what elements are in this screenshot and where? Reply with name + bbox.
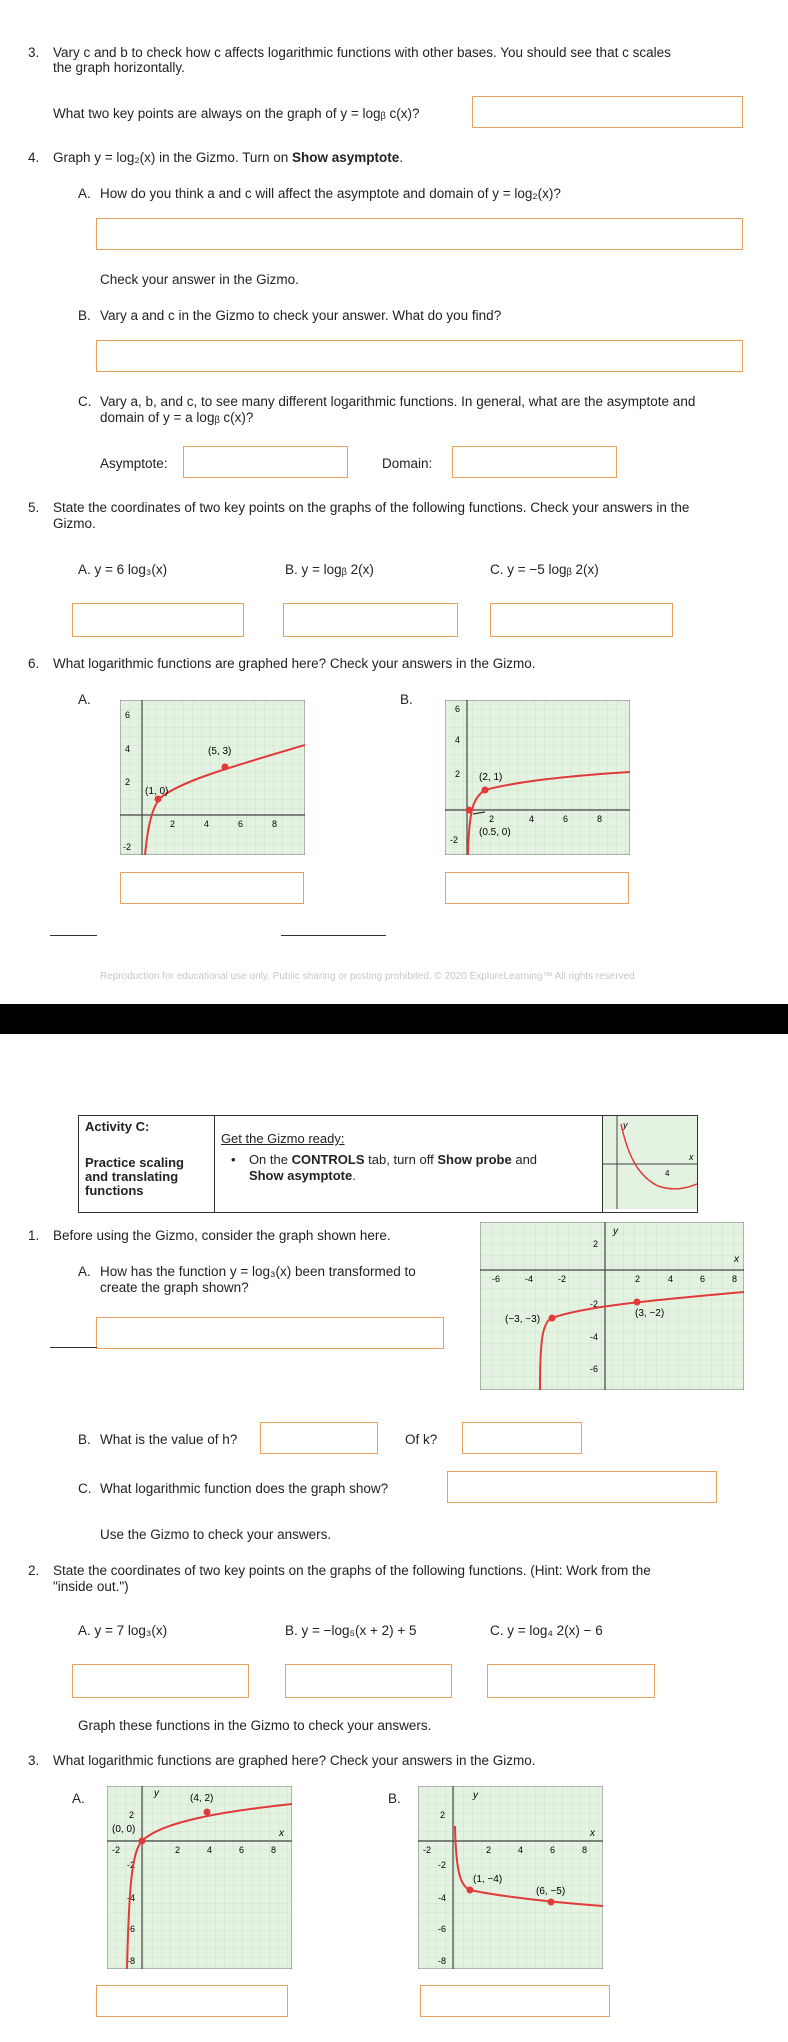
y-tick-neg2: -2 (450, 835, 459, 845)
p2-q1b-text: What is the value of h? (100, 1432, 238, 1447)
x-tick-2: 2 (486, 1845, 492, 1855)
point-4-2 (204, 1809, 211, 1816)
x-axis-label: x (590, 1828, 595, 1839)
x-axis-label: x (279, 1828, 284, 1839)
p2-q3-text: What logarithmic functions are graphed here? Check your answers in the Gizmo. (53, 1753, 536, 1768)
label-neg3-neg3: (−3, −3) (505, 1314, 541, 1325)
label-5-3: (5, 3) (208, 746, 232, 757)
point-1-neg4 (467, 1887, 474, 1894)
q6b-graph (445, 700, 630, 855)
p2-q1a-line2: create the graph shown? (100, 1280, 249, 1295)
activity-bullet: • On the CONTROLS tab, turn off Show probe and Show asymptote. (230, 1152, 538, 1183)
p2-q2b-answer-box[interactable] (285, 1664, 452, 1698)
q4b-answer-box[interactable] (96, 340, 743, 372)
q3-line1: Vary c and b to check how c affects logarithmic functions with other bases. You should see that c scales (53, 45, 671, 60)
q3-answer-box[interactable] (472, 96, 743, 128)
q5c-function: C. y = −5 logᵦ 2(x) (490, 562, 599, 577)
label-0-0: (0, 0) (112, 1824, 136, 1835)
label-6-neg5: (6, −5) (536, 1886, 566, 1897)
q4a-text: How do you think a and c will affect the asymptote and domain of y = log₂(x)? (100, 186, 561, 201)
mini-y-label: y (622, 1120, 628, 1130)
y-tick-neg4: -4 (127, 1893, 136, 1903)
x-tick-6: 6 (239, 1845, 245, 1855)
x-tick-6: 6 (550, 1845, 556, 1855)
y-tick-4: 4 (125, 744, 131, 754)
x-tick-8: 8 (271, 1845, 277, 1855)
domain-label: Domain: (382, 456, 433, 471)
asymptote-label: Asymptote: (100, 456, 168, 471)
y-axis-label: y (613, 1226, 618, 1237)
q6a-answer-box[interactable] (120, 872, 304, 904)
q4c-label: C. (78, 394, 92, 409)
p2-q3b-graph (418, 1786, 603, 1969)
y-tick-neg6: -6 (438, 1924, 447, 1934)
p2-q2b-function: B. y = −log₅(x + 2) + 5 (285, 1623, 417, 1638)
q4-number: 4. (28, 150, 40, 165)
q6b-answer-box[interactable] (445, 872, 629, 904)
p2-q2a-answer-box[interactable] (72, 1664, 249, 1698)
x-tick-8: 8 (732, 1274, 738, 1284)
activity-instructions-cell (214, 1116, 602, 1213)
label-1-neg4: (1, −4) (473, 1874, 503, 1885)
p2-q2a-function: A. y = 7 log₃(x) (78, 1623, 168, 1638)
p2-q3a-label: A. (72, 1791, 85, 1806)
q6-text: What logarithmic functions are graphed here? Check your answers in the Gizmo. (53, 656, 536, 671)
activity-table (78, 1115, 698, 1213)
y-tick-neg6: -6 (127, 1924, 136, 1934)
copyright-footer: Reproduction for educational use only. Public sharing or posting prohibited. © 2020 ExploreLearning™ All rights reserved (100, 971, 635, 982)
x-tick-neg2: -2 (112, 1845, 121, 1855)
y-tick-2: 2 (440, 1810, 446, 1820)
point-2-1 (482, 787, 489, 794)
x-tick-4: 4 (518, 1845, 524, 1855)
y-tick-2: 2 (129, 1810, 135, 1820)
p2-q1a-underline (50, 1347, 97, 1348)
y-tick-neg2: -2 (123, 842, 132, 852)
graph-these-text: Graph these functions in the Gizmo to check your answers. (78, 1718, 432, 1733)
x-tick-neg2: -2 (558, 1274, 567, 1284)
q3-number: 3. (28, 45, 40, 60)
point-0.5-0 (466, 807, 473, 814)
x-tick-2: 2 (175, 1845, 181, 1855)
y-tick-neg8: -8 (127, 1956, 136, 1966)
k-answer-box[interactable] (462, 1422, 582, 1454)
p2-q1-graph (480, 1222, 744, 1390)
y-tick-neg8: -8 (438, 1956, 447, 1966)
p2-q1a-answer-box[interactable] (96, 1317, 444, 1349)
point-6-neg5 (548, 1899, 555, 1906)
q4-intro-bold: Show asymptote (291, 150, 400, 165)
y-tick-2: 2 (455, 769, 461, 779)
y-tick-6: 6 (125, 710, 131, 720)
q6b-label: B. (400, 692, 413, 707)
x-tick-neg2: -2 (423, 1845, 432, 1855)
q5-line2: Gizmo. (53, 516, 96, 531)
q4-check-text: Check your answer in the Gizmo. (100, 272, 299, 287)
q6-number: 6. (28, 656, 40, 671)
q5c-answer-box[interactable] (490, 603, 673, 637)
q3-line2: the graph horizontally. (53, 60, 185, 75)
label-3-neg2: (3, −2) (635, 1308, 665, 1319)
q4b-label: B. (78, 308, 91, 323)
x-tick-8: 8 (272, 819, 278, 829)
use-gizmo-text: Use the Gizmo to check your answers. (100, 1527, 332, 1542)
y-tick-neg4: -4 (590, 1332, 599, 1342)
q3-prompt: What two key points are always on the graph of y = logᵦ c(x)? (53, 106, 420, 121)
activity-title: Activity C: (85, 1119, 150, 1134)
y-tick-neg2: -2 (127, 1860, 136, 1870)
x-tick-8: 8 (597, 814, 603, 824)
activity-mini-graph (603, 1116, 697, 1209)
x-tick-4: 4 (529, 814, 535, 824)
label-0.5-0: (0.5, 0) (479, 827, 511, 838)
q4c-line2: domain of y = a logᵦ c(x)? (100, 410, 254, 425)
mini-x-4: 4 (664, 1169, 670, 1178)
p2-q3b-label: B. (388, 1791, 401, 1806)
p2-q2c-answer-box[interactable] (487, 1664, 655, 1698)
x-tick-4: 4 (207, 1845, 213, 1855)
q4b-text: Vary a and c in the Gizmo to check your answer. What do you find? (100, 308, 502, 323)
p2-q3a-answer-box[interactable] (96, 1985, 288, 2017)
x-tick-4: 4 (668, 1274, 674, 1284)
x-tick-2: 2 (635, 1274, 641, 1284)
y-axis-label: y (154, 1788, 159, 1799)
q6a-underline (50, 935, 97, 936)
q6b-underline (281, 935, 386, 936)
x-axis-label: x (734, 1254, 739, 1265)
domain-answer-box[interactable] (452, 446, 617, 478)
page-separator (0, 1004, 788, 1034)
q5-number: 5. (28, 500, 40, 515)
p2-q2-number: 2. (28, 1563, 40, 1578)
x-tick-6: 6 (700, 1274, 706, 1284)
y-tick-neg4: -4 (438, 1893, 447, 1903)
point-neg3-neg3 (549, 1315, 556, 1322)
x-tick-4: 4 (204, 819, 210, 829)
asymptote-answer-box[interactable] (183, 446, 348, 478)
p2-q1a-label: A. (78, 1264, 91, 1279)
p2-q2-line1: State the coordinates of two key points on the graphs of the following functions. (Hint: Work from the (53, 1563, 651, 1578)
q6a-label: A. (78, 692, 91, 707)
p2-q1c-label: C. (78, 1481, 92, 1496)
q5a-function: A. y = 6 log₃(x) (78, 562, 168, 577)
x-tick-neg4: -4 (525, 1274, 534, 1284)
x-tick-2: 2 (489, 814, 495, 824)
q5b-answer-box[interactable] (283, 603, 458, 637)
y-tick-2: 2 (593, 1239, 599, 1249)
q4a-label: A. (78, 186, 91, 201)
p2-q1b-label: B. (78, 1432, 91, 1447)
activity-sub2: and translating (85, 1169, 179, 1184)
q5a-answer-box[interactable] (72, 603, 244, 637)
y-axis-label: y (473, 1790, 478, 1801)
activity-sub3: functions (85, 1183, 144, 1198)
activity-image-cell (602, 1116, 697, 1213)
p2-q2c-function: C. y = log₄ 2(x) − 6 (490, 1623, 603, 1638)
point-5-3 (222, 764, 229, 771)
q5b-function: B. y = logᵦ 2(x) (285, 562, 374, 577)
bullet-dot: • (230, 1152, 236, 1167)
y-tick-2: 2 (125, 777, 131, 787)
q4c-line1: Vary a, b, and c, to see many different logarithmic functions. In general, what are the asymptote and (100, 394, 696, 409)
p2-q1c-text: What logarithmic function does the graph show? (100, 1481, 389, 1496)
point-0-0 (139, 1838, 146, 1845)
x-tick-6: 6 (238, 819, 244, 829)
activity-sub1: Practice scaling (85, 1155, 184, 1170)
k-label: Of k? (405, 1432, 438, 1447)
label-4-2: (4, 2) (190, 1793, 214, 1804)
x-tick-6: 6 (563, 814, 569, 824)
activity-title-cell (79, 1116, 215, 1213)
h-answer-box[interactable] (260, 1422, 378, 1454)
x-tick-neg6: -6 (492, 1274, 501, 1284)
q4-intro: Graph y = log₂(x) in the Gizmo. Turn on Show asymptote. (53, 150, 404, 165)
y-tick-neg2: -2 (590, 1299, 599, 1309)
p2-q3a-graph (107, 1786, 292, 1969)
mini-x-label: x (688, 1152, 694, 1162)
label-2-1: (2, 1) (479, 772, 503, 783)
x-tick-2: 2 (170, 819, 176, 829)
p2-q1-number: 1. (28, 1228, 40, 1243)
p2-q3-number: 3. (28, 1753, 40, 1768)
p2-q1c-answer-box[interactable] (447, 1471, 717, 1503)
y-tick-4: 4 (455, 735, 461, 745)
p2-q2-line2: "inside out.") (53, 1579, 129, 1594)
y-tick-neg2: -2 (438, 1860, 447, 1870)
y-tick-6: 6 (455, 704, 461, 714)
y-tick-neg6: -6 (590, 1364, 599, 1374)
q5-line1: State the coordinates of two key points on the graphs of the following functions. Check your answers in the (53, 500, 690, 515)
point-3-neg2 (634, 1299, 641, 1306)
q4a-answer-box[interactable] (96, 218, 743, 250)
x-tick-8: 8 (582, 1845, 588, 1855)
p2-q1a-line1: How has the function y = log₃(x) been transformed to (100, 1264, 416, 1279)
q6a-graph (120, 700, 305, 855)
label-1-0: (1, 0) (145, 786, 169, 797)
p2-q1-text: Before using the Gizmo, consider the graph shown here. (53, 1228, 391, 1243)
p2-q3b-answer-box[interactable] (420, 1985, 610, 2017)
gizmo-ready: Get the Gizmo ready: (220, 1131, 345, 1146)
